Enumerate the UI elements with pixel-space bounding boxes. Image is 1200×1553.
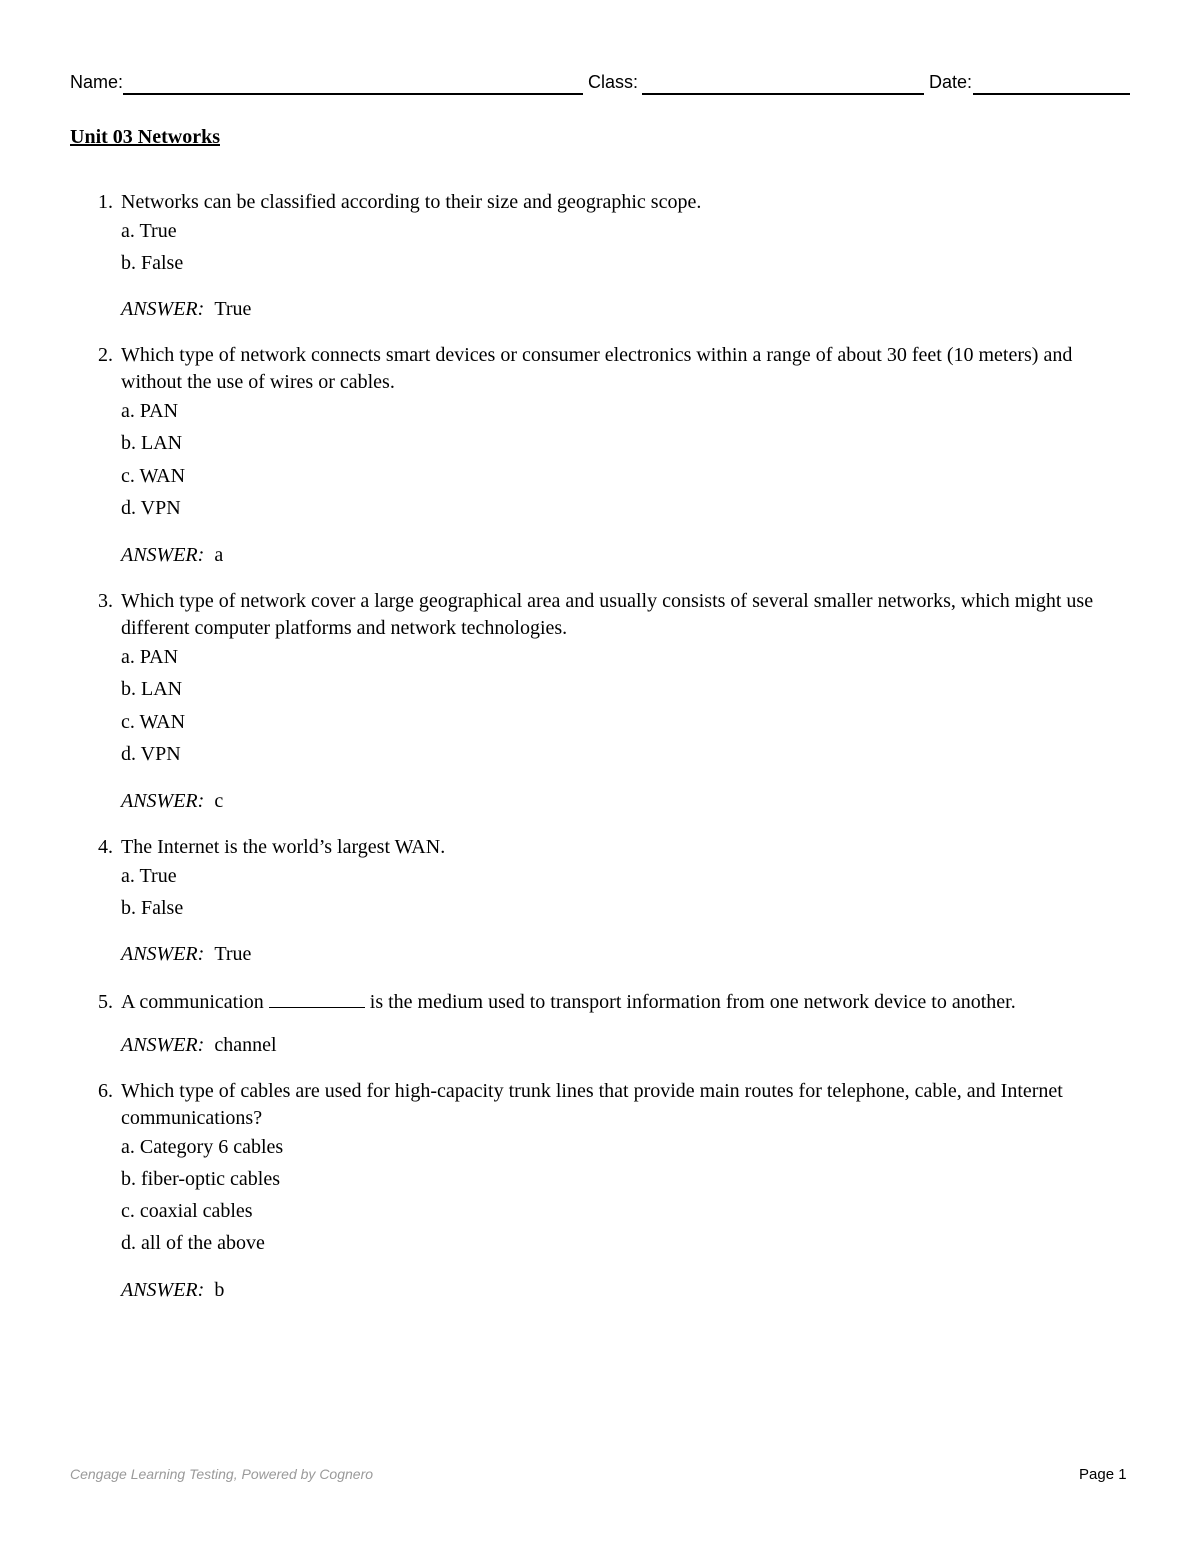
answer-label: ANSWER: — [121, 943, 205, 965]
answer-label: ANSWER: — [121, 298, 205, 320]
date-line — [973, 93, 1130, 95]
answer-label: ANSWER: — [121, 544, 205, 566]
option: a. PAN — [121, 400, 179, 422]
answer-label: ANSWER: — [121, 790, 205, 812]
option: d. VPN — [121, 497, 181, 519]
answer-label: ANSWER: — [121, 1034, 205, 1056]
option: c. coaxial cables — [121, 1200, 253, 1222]
question-text: Networks can be classified according to their size and geographic scope. — [121, 191, 702, 213]
name-line — [123, 93, 583, 95]
answer-value: c — [214, 790, 224, 812]
question-number: 5. — [98, 991, 113, 1013]
question-number: 6. — [98, 1080, 113, 1102]
page-number: Page 1 — [1079, 1466, 1127, 1483]
question-number: 4. — [98, 836, 113, 858]
class-label: Class: — [588, 72, 639, 92]
question-text — [121, 989, 1131, 1016]
answer — [121, 1279, 224, 1302]
footer-credit: Cengage Learning Testing, Powered by Cognero — [70, 1466, 374, 1482]
answer-value: True — [214, 943, 252, 965]
answer — [121, 298, 251, 321]
question-text-before: A communication — [121, 991, 264, 1013]
answer — [121, 544, 223, 567]
class-line — [642, 93, 924, 95]
option: b. False — [121, 252, 184, 274]
question-text: Which type of network cover a large geographical area and usually consists of several smaller networks, which might use different computer platforms and network technologies. — [121, 590, 1094, 639]
answer-value: a — [214, 544, 224, 566]
option: a. Category 6 cables — [121, 1136, 284, 1158]
answer-value: b — [214, 1279, 225, 1301]
question-text-after: is the medium used to transport information from one network device to another. — [369, 991, 1016, 1013]
answer-value: channel — [214, 1034, 277, 1056]
option: d. VPN — [121, 743, 181, 765]
answer-label: ANSWER: — [121, 1279, 205, 1301]
option: b. fiber-optic cables — [121, 1168, 280, 1190]
option: c. WAN — [121, 465, 186, 487]
answer-value: True — [214, 298, 252, 320]
name-label: Name: — [70, 72, 124, 92]
option: c. WAN — [121, 711, 186, 733]
date-label: Date: — [929, 72, 973, 92]
question-text: Which type of network connects smart devices or consumer electronics within a range of about 30 feet (10 meters) and without the use of wires or cables. — [121, 344, 1073, 393]
question-number: 1. — [98, 191, 113, 213]
answer — [121, 1034, 277, 1057]
option: b. LAN — [121, 432, 183, 454]
answer — [121, 790, 223, 813]
answer — [121, 943, 251, 966]
option: a. True — [121, 865, 177, 887]
question-text: Which type of cables are used for high-capacity trunk lines that provide main routes for telephone, cable, and Internet communications? — [121, 1080, 1063, 1129]
option: b. False — [121, 897, 184, 919]
page-title: Unit 03 Networks — [70, 126, 220, 148]
option: d. all of the above — [121, 1232, 265, 1254]
fill-in-blank — [269, 993, 365, 1008]
question-number: 2. — [98, 344, 113, 366]
question-number: 3. — [98, 590, 113, 612]
question-text: The Internet is the world’s largest WAN. — [121, 836, 446, 858]
option: b. LAN — [121, 678, 183, 700]
option: a. PAN — [121, 646, 179, 668]
option: a. True — [121, 220, 177, 242]
